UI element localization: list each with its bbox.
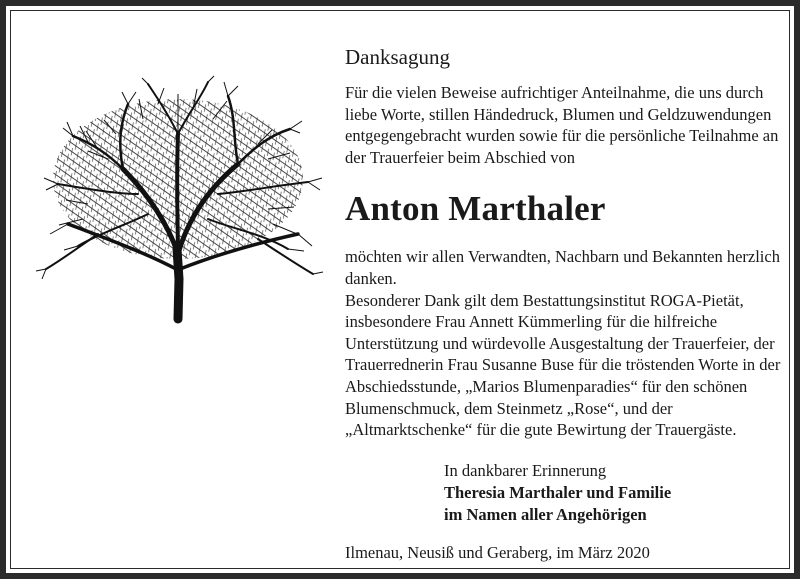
- tree-icon: [28, 74, 328, 324]
- special-thanks-text: Besonderer Dank gilt dem Bestattungsinstitut ROGA-Pietät, insbesondere Frau Annett Kümmerling für die hilfreiche Unterstützung und würdevolle Ausgestaltung der Trauerfeier, der Trauerrednerin Frau Susanne Buse für die tröstenden Worte in der Abschiedsstunde, „Marios Blumenparadies“ für den schönen Blumenschmuck, dem Steinmetz „Rose“, und der „Altmarktschenke“ für die gute Bewirtung der Trauergäste.: [345, 290, 781, 440]
- intro-text: Für die vielen Beweise aufrichtiger Anteilnahme, die uns durch liebe Worte, stillen Händedruck, Blumen und Geldzuwendungen entgegengebracht wurden sowie für die persönliche Teilnahme an der Trauerfeier beim Abschied von: [345, 83, 779, 167]
- thanks-text: möchten wir allen Verwandten, Nachbarn und Bekannten herzlich danken.: [345, 247, 780, 288]
- place-date: Ilmenau, Neusiß und Geraberg, im März 2020: [345, 542, 650, 562]
- closing-line-2: Theresia Marthaler und Familie: [444, 482, 672, 502]
- closing-line-1: In dankbarer Erinnerung: [444, 460, 607, 480]
- closing-line-3: im Namen aller Angehörigen: [444, 504, 647, 524]
- text-column: [345, 44, 785, 564]
- closing-block: [444, 460, 785, 526]
- deceased-name: Anton Marthaler: [345, 189, 606, 229]
- heading: Danksagung: [345, 45, 450, 69]
